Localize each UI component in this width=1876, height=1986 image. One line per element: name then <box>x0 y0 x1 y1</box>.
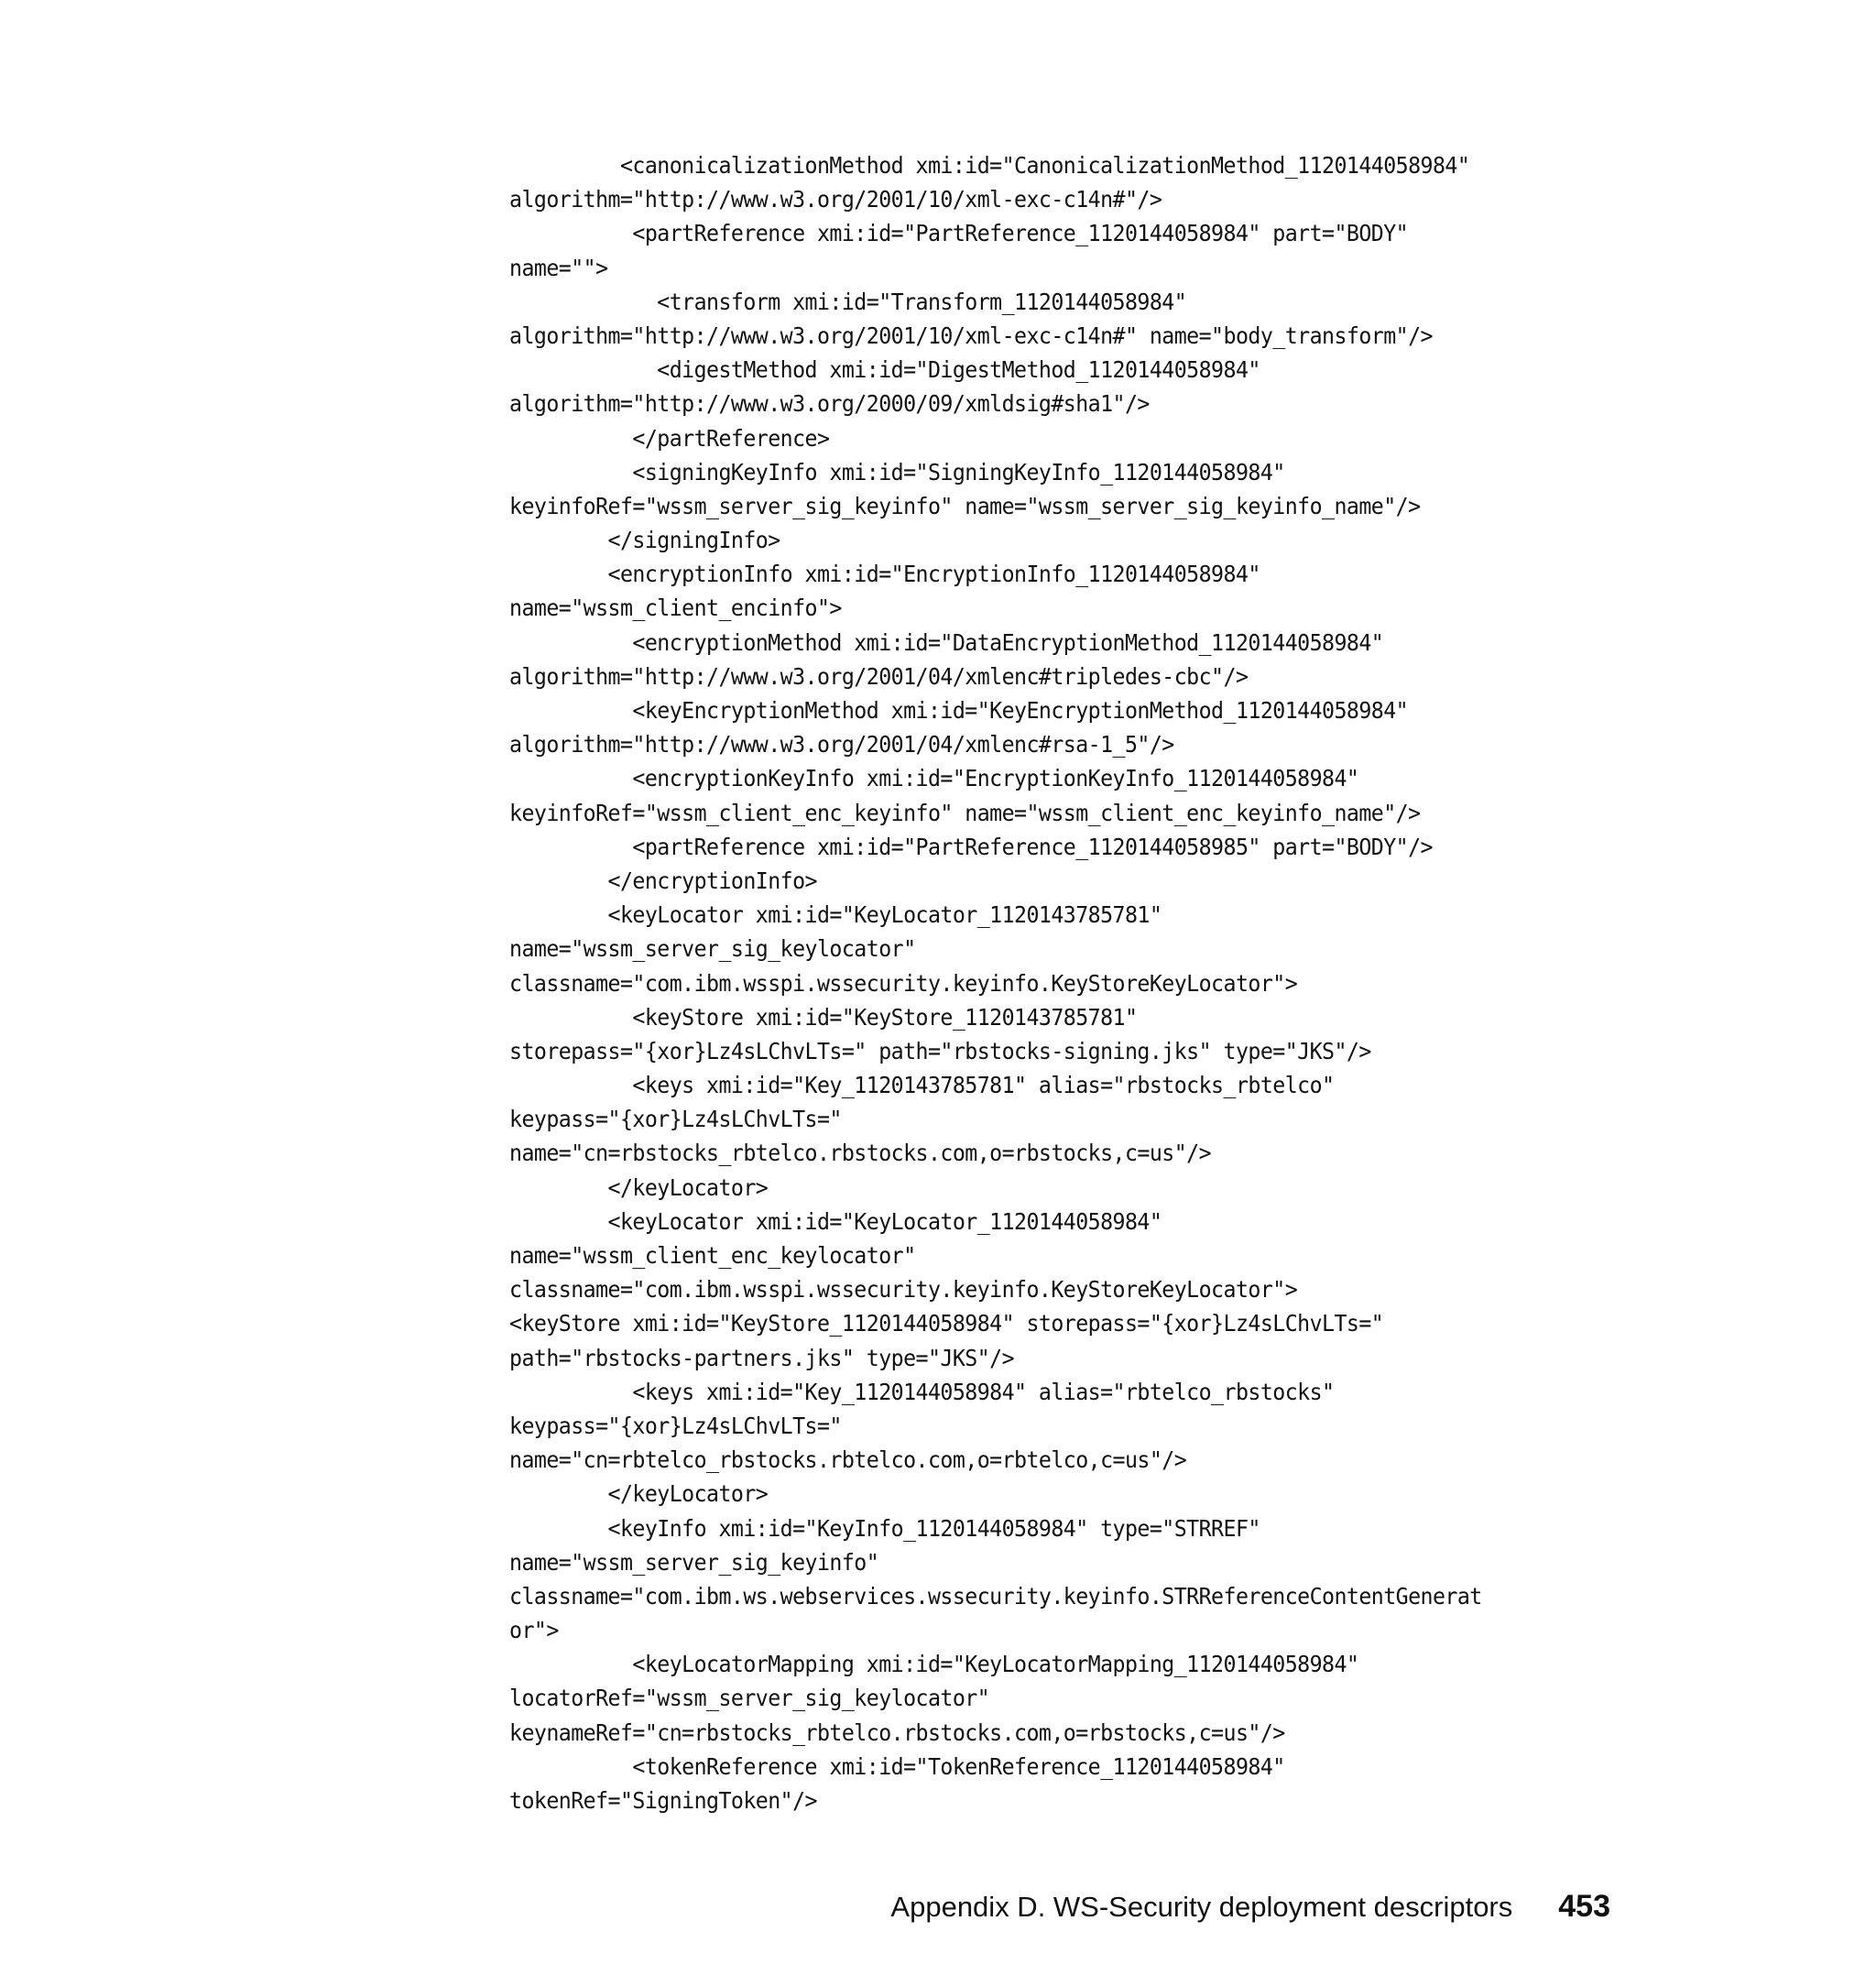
code-line: <keys xmi:id="Key_1120144058984" alias="rbtelco_rbstocks" <box>509 1378 1335 1405</box>
code-line: <partReference xmi:id="PartReference_1120144058985" part="BODY"/> <box>509 833 1433 860</box>
code-line: </keyLocator> <box>509 1480 769 1508</box>
code-line: path="rbstocks-partners.jks" type="JKS"/> <box>509 1344 1015 1371</box>
code-line: <keyLocator xmi:id="KeyLocator_1120144058984" <box>509 1207 1162 1235</box>
code-line: algorithm="http://www.w3.org/2001/04/xmlenc#rsa-1_5"/> <box>509 731 1174 758</box>
code-line: </partReference> <box>509 424 830 452</box>
code-line: name="wssm_server_sig_keylocator" <box>509 935 916 963</box>
code-line: or"> <box>509 1617 559 1644</box>
code-line: algorithm="http://www.w3.org/2000/09/xmldsig#sha1"/> <box>509 390 1150 418</box>
code-line: name=""> <box>509 254 608 281</box>
code-line: <keyEncryptionMethod xmi:id="KeyEncryptionMethod_1120144058984" <box>509 697 1409 724</box>
code-line: algorithm="http://www.w3.org/2001/04/xmlenc#tripledes-cbc"/> <box>509 662 1249 690</box>
code-line: keypass="{xor}Lz4sLChvLTs=" <box>509 1106 842 1133</box>
code-line: </keyLocator> <box>509 1173 769 1201</box>
code-line: tokenRef="SigningToken"/> <box>509 1787 818 1814</box>
code-line: keyinfoRef="wssm_client_enc_keyinfo" name="wssm_client_enc_keyinfo_name"/> <box>509 799 1421 826</box>
code-line: classname="com.ibm.ws.webservices.wssecurity.keyinfo.STRReferenceContentGenerat <box>509 1582 1482 1610</box>
code-line: <digestMethod xmi:id="DigestMethod_1120144058984" <box>509 356 1260 384</box>
code-line: <signingKeyInfo xmi:id="SigningKeyInfo_1120144058984" <box>509 458 1285 486</box>
code-line: <keyInfo xmi:id="KeyInfo_1120144058984" type="STRREF" <box>509 1514 1260 1542</box>
code-line: <keyLocator xmi:id="KeyLocator_1120143785781" <box>509 901 1162 929</box>
page-footer <box>890 1889 1610 1925</box>
code-line: <transform xmi:id="Transform_1120144058984" <box>509 288 1187 315</box>
code-line: keyinfoRef="wssm_server_sig_keyinfo" name="wssm_server_sig_keyinfo_name"/> <box>509 492 1421 519</box>
code-line: name="wssm_client_enc_keylocator" <box>509 1242 916 1269</box>
code-line: <encryptionMethod xmi:id="DataEncryptionMethod_1120144058984" <box>509 628 1384 656</box>
code-line: name="wssm_server_sig_keyinfo" <box>509 1548 879 1576</box>
code-line: <keyLocatorMapping xmi:id="KeyLocatorMapping_1120144058984" <box>509 1651 1359 1678</box>
code-line: classname="com.ibm.wsspi.wssecurity.keyinfo.KeyStoreKeyLocator"> <box>509 969 1298 997</box>
code-line: <tokenReference xmi:id="TokenReference_1120144058984" <box>509 1752 1285 1780</box>
code-line: <encryptionInfo xmi:id="EncryptionInfo_1120144058984" <box>509 561 1260 588</box>
code-line: <keyStore xmi:id="KeyStore_1120143785781" <box>509 1003 1138 1031</box>
code-listing <box>509 148 1663 1817</box>
code-line: <partReference xmi:id="PartReference_1120144058984" part="BODY" <box>509 220 1409 247</box>
code-line: classname="com.ibm.wsspi.wssecurity.keyinfo.KeyStoreKeyLocator"> <box>509 1276 1298 1304</box>
code-line: <canonicalizationMethod xmi:id="CanonicalizationMethod_1120144058984" <box>509 152 1470 179</box>
code-line: keynameRef="cn=rbstocks_rbtelco.rbstocks.com,o=rbstocks,c=us"/> <box>509 1719 1285 1746</box>
page-number: 453 <box>1558 1889 1610 1924</box>
code-line: algorithm="http://www.w3.org/2001/10/xml-exc-c14n#" name="body_transform"/> <box>509 322 1433 349</box>
code-line: name="wssm_client_encinfo"> <box>509 595 842 622</box>
code-line: keypass="{xor}Lz4sLChvLTs=" <box>509 1412 842 1439</box>
footer-title: Appendix D. WS-Security deployment descriptors <box>890 1891 1513 1923</box>
code-line: </encryptionInfo> <box>509 867 818 894</box>
code-line: <keyStore xmi:id="KeyStore_1120144058984" storepass="{xor}Lz4sLChvLTs=" <box>509 1310 1384 1337</box>
code-line: storepass="{xor}Lz4sLChvLTs=" path="rbstocks-signing.jks" type="JKS"/> <box>509 1037 1371 1064</box>
code-line: name="cn=rbstocks_rbtelco.rbstocks.com,o=rbstocks,c=us"/> <box>509 1140 1212 1167</box>
code-line: name="cn=rbtelco_rbstocks.rbtelco.com,o=rbtelco,c=us"/> <box>509 1446 1187 1474</box>
code-line: locatorRef="wssm_server_sig_keylocator" <box>509 1685 990 1712</box>
code-line: <keys xmi:id="Key_1120143785781" alias="rbstocks_rbtelco" <box>509 1072 1335 1099</box>
code-line: </signingInfo> <box>509 527 780 554</box>
code-line: <encryptionKeyInfo xmi:id="EncryptionKeyInfo_1120144058984" <box>509 765 1359 792</box>
code-line: algorithm="http://www.w3.org/2001/10/xml-exc-c14n#"/> <box>509 186 1162 213</box>
